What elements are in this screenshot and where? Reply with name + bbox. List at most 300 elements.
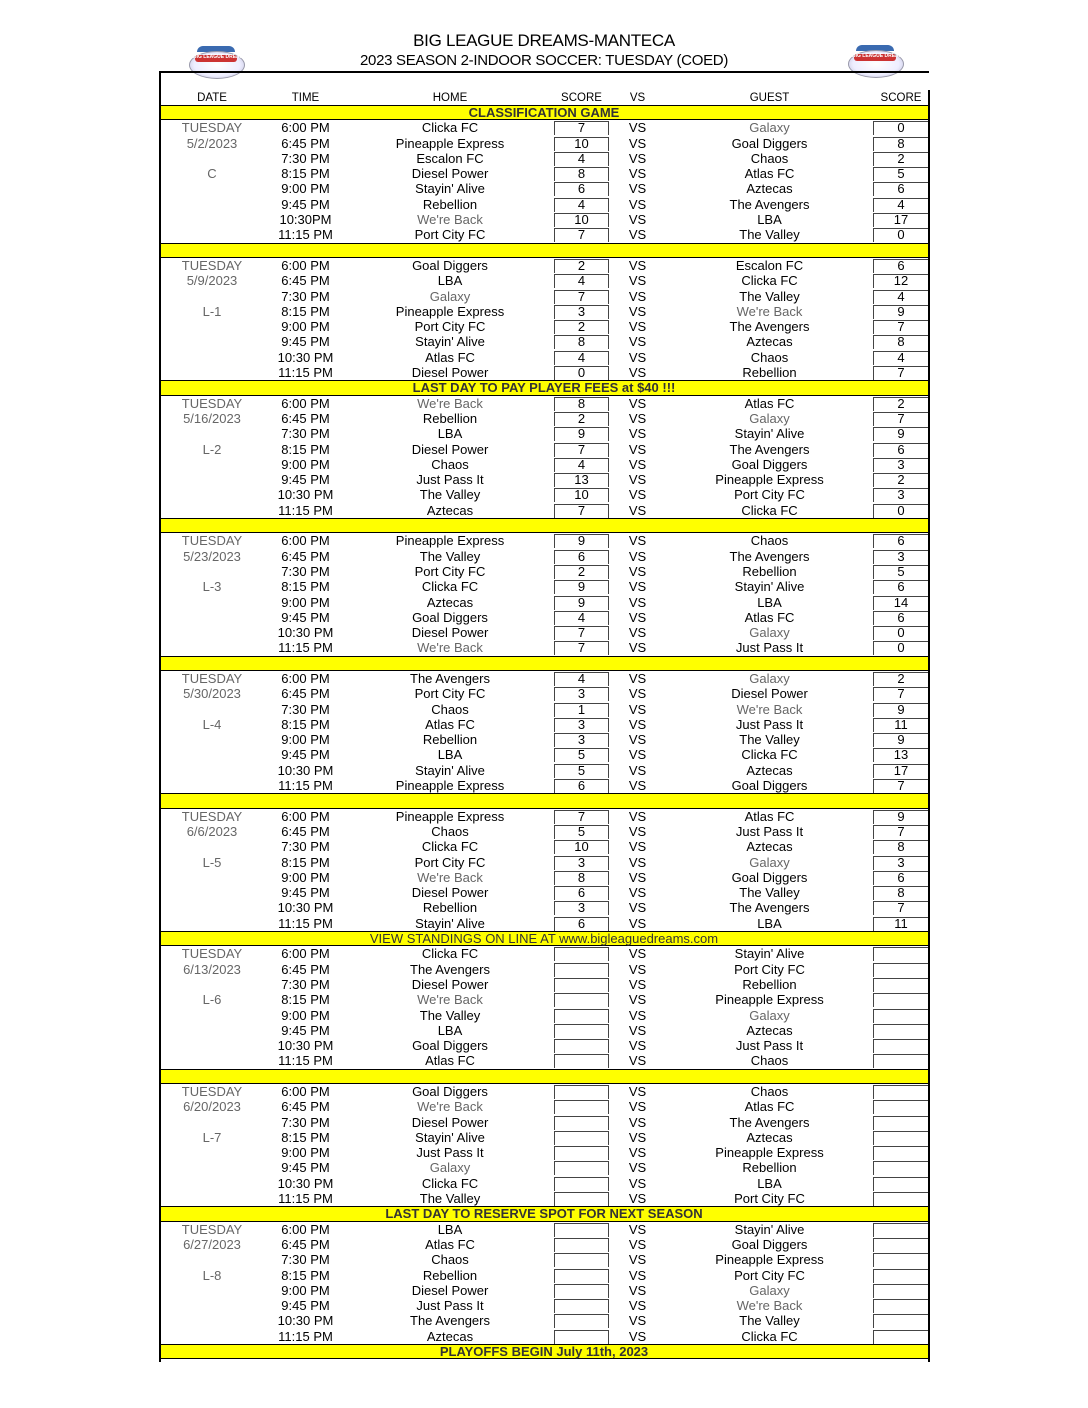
vs-label: VS — [628, 487, 647, 503]
vs-label: VS — [628, 563, 647, 579]
vs-label: VS — [628, 609, 647, 625]
table-row — [159, 289, 929, 304]
guest-team: The Avengers — [729, 196, 810, 212]
game-time: 6:00 PM — [281, 1084, 330, 1099]
guest-score: 12 — [893, 273, 909, 289]
home-score: 4 — [577, 196, 586, 212]
score-box — [873, 978, 929, 992]
score-box — [873, 1161, 929, 1175]
home-score: 7 — [577, 625, 586, 641]
date-value: 6/27/2023 — [183, 1236, 241, 1252]
guest-score: 6 — [897, 579, 905, 595]
vs-label: VS — [628, 365, 647, 381]
table-row — [159, 1298, 929, 1313]
table-row — [159, 1191, 929, 1206]
date-day: TUESDAY — [181, 808, 243, 824]
guest-score: 3 — [897, 854, 905, 870]
game-time: 7:30 PM — [281, 426, 330, 442]
vs-label: VS — [628, 1328, 647, 1344]
col-time: TIME — [291, 92, 320, 104]
guest-team: The Valley — [739, 885, 800, 901]
game-time: 9:00 PM — [281, 594, 330, 610]
game-time: 11:15 PM — [278, 502, 333, 518]
guest-score: 9 — [897, 808, 905, 824]
guest-team: Stayin' Alive — [734, 579, 805, 595]
home-team: Rebellion — [422, 410, 478, 426]
vs-label: VS — [628, 1236, 647, 1252]
home-team: LBA — [437, 1221, 463, 1237]
score-box — [873, 993, 929, 1007]
home-score: 5 — [577, 823, 586, 839]
guest-team: Aztecas — [746, 1129, 793, 1145]
guest-score: 17 — [893, 212, 909, 228]
home-score: 8 — [577, 869, 586, 885]
vs-label: VS — [628, 1129, 647, 1145]
vs-label: VS — [628, 319, 647, 335]
table-row — [159, 487, 929, 502]
vs-label: VS — [628, 1160, 647, 1176]
score-box — [873, 1131, 929, 1145]
home-team: Port City FC — [414, 319, 486, 335]
score-box — [554, 993, 609, 1007]
guest-score: 8 — [897, 885, 905, 901]
home-team: We're Back — [417, 992, 483, 1008]
week-code: L-7 — [202, 1129, 222, 1145]
home-team: LBA — [437, 273, 463, 289]
date-day: TUESDAY — [181, 670, 243, 686]
table-row — [159, 962, 929, 977]
home-score: 7 — [577, 227, 586, 243]
home-score: 10 — [574, 135, 589, 151]
table-row — [159, 839, 929, 854]
game-time: 11:15 PM — [278, 365, 333, 381]
score-box — [873, 947, 929, 961]
date-value: 5/23/2023 — [183, 548, 241, 564]
week-code: L-4 — [202, 716, 222, 732]
guest-team: Chaos — [750, 1084, 789, 1099]
vs-label: VS — [628, 686, 647, 702]
score-box — [554, 1009, 609, 1023]
col-vs: VS — [629, 92, 646, 104]
home-score: 8 — [577, 166, 586, 182]
vs-label: VS — [628, 1084, 647, 1099]
home-team: Chaos — [431, 823, 469, 839]
home-score: 10 — [574, 839, 589, 855]
guest-score: 8 — [897, 135, 905, 151]
guest-team: We're Back — [736, 303, 803, 319]
vs-label: VS — [628, 441, 647, 457]
guest-team: Aztecas — [746, 1022, 793, 1038]
guest-team: We're Back — [736, 701, 803, 717]
score-box — [554, 1314, 609, 1328]
league-logo-left — [189, 46, 248, 78]
guest-team: Goal Diggers — [731, 135, 808, 151]
section-banner: CLASSIFICATION GAME — [159, 105, 929, 120]
vs-label: VS — [628, 548, 647, 564]
guest-team: Aztecas — [746, 762, 793, 778]
guest-score: 2 — [897, 472, 905, 488]
home-team: Stayin' Alive — [415, 915, 485, 931]
table-row — [159, 258, 929, 273]
table-row — [159, 595, 929, 610]
score-box — [554, 1269, 609, 1283]
date-day: TUESDAY — [181, 533, 243, 549]
date-day: TUESDAY — [181, 120, 243, 136]
table-row — [159, 1145, 929, 1160]
game-time: 9:00 PM — [281, 732, 330, 748]
page-subtitle: 2023 SEASON 2-INDOOR SOCCER: TUESDAY (COED) — [359, 52, 729, 69]
guest-team: Atlas FC — [744, 609, 795, 625]
home-team: Stayin' Alive — [415, 334, 485, 350]
col-home: HOME — [432, 92, 468, 104]
vs-label: VS — [628, 946, 647, 962]
vs-label: VS — [628, 625, 647, 641]
page-title: BIG LEAGUE DREAMS-MANTECA — [413, 31, 675, 50]
guest-score: 11 — [894, 915, 908, 931]
guest-team: We're Back — [736, 1298, 803, 1314]
score-box — [554, 1024, 609, 1038]
home-team: Goal Diggers — [412, 609, 488, 625]
table-row — [159, 319, 929, 334]
date-value: 5/30/2023 — [183, 686, 241, 702]
table-row — [159, 197, 929, 212]
guest-score: 4 — [897, 196, 905, 212]
vs-label: VS — [628, 961, 647, 977]
table-row — [159, 442, 929, 457]
game-time: 9:00 PM — [281, 456, 330, 472]
score-box — [873, 1299, 929, 1313]
guest-score: 3 — [897, 456, 905, 472]
score-box — [873, 1085, 929, 1099]
game-time: 9:45 PM — [281, 196, 330, 212]
vs-label: VS — [628, 349, 647, 365]
date-day: TUESDAY — [181, 1084, 243, 1099]
home-team: Galaxy — [429, 1160, 471, 1176]
guest-team: Atlas FC — [744, 1099, 795, 1115]
game-time: 8:15 PM — [281, 441, 330, 457]
home-team: Chaos — [431, 701, 469, 717]
week-code: L-5 — [202, 854, 222, 870]
vs-label: VS — [628, 1298, 647, 1314]
table-row — [159, 181, 929, 196]
table-row — [159, 625, 929, 640]
home-team: Clicka FC — [421, 1175, 479, 1191]
game-time: 10:30 PM — [277, 1038, 334, 1054]
game-time: 9:00 PM — [281, 319, 330, 335]
date-value: 5/16/2023 — [183, 410, 241, 426]
guest-team: Galaxy — [749, 1007, 790, 1023]
vs-label: VS — [628, 1053, 647, 1069]
guest-team: The Valley — [739, 732, 800, 748]
score-box — [873, 1116, 929, 1130]
table-row — [159, 717, 929, 732]
game-time: 11:15 PM — [278, 1191, 333, 1207]
guest-team: Goal Diggers — [731, 1236, 808, 1252]
date-day: TUESDAY — [181, 257, 243, 273]
date-value: 6/20/2023 — [183, 1099, 241, 1115]
table-row — [159, 824, 929, 839]
game-time: 7:30 PM — [281, 150, 330, 166]
guest-score: 2 — [897, 670, 905, 686]
score-box — [873, 1100, 929, 1114]
game-time: 7:30 PM — [281, 1252, 330, 1268]
vs-label: VS — [628, 1313, 647, 1329]
score-box — [873, 1054, 929, 1068]
guest-team: Chaos — [750, 150, 789, 166]
guest-score: 6 — [897, 181, 905, 197]
week-code: L-8 — [202, 1267, 222, 1283]
game-time: 9:45 PM — [281, 1022, 330, 1038]
home-score: 4 — [577, 150, 586, 166]
guest-score: 3 — [897, 487, 905, 503]
game-time: 6:00 PM — [281, 670, 330, 686]
home-team: Pineapple Express — [395, 303, 505, 319]
guest-score: 7 — [897, 410, 905, 426]
guest-team: Chaos — [750, 533, 789, 549]
home-team: We're Back — [417, 395, 483, 411]
home-team: Stayin' Alive — [415, 762, 485, 778]
week-code: L-1 — [202, 303, 222, 319]
vs-label: VS — [628, 288, 647, 304]
guest-team: Pineapple Express — [715, 472, 824, 488]
table-row — [159, 763, 929, 778]
home-team: The Avengers — [410, 670, 490, 686]
home-score: 4 — [577, 349, 586, 365]
home-team: Stayin' Alive — [415, 181, 485, 197]
week-code: C — [207, 166, 217, 182]
score-box — [554, 1192, 609, 1206]
home-team: Aztecas — [426, 1328, 474, 1344]
home-team: LBA — [437, 426, 463, 442]
home-score: 6 — [577, 778, 586, 794]
table-row — [159, 1038, 929, 1053]
vs-label: VS — [628, 915, 647, 931]
game-time: 6:45 PM — [281, 686, 330, 702]
score-box — [554, 1131, 609, 1145]
game-time: 6:00 PM — [281, 395, 330, 411]
date-value: 5/9/2023 — [186, 273, 238, 289]
home-score: 3 — [577, 716, 586, 732]
home-team: Aztecas — [426, 502, 474, 518]
score-box — [554, 1161, 609, 1175]
table-row — [159, 855, 929, 870]
score-box — [554, 1299, 609, 1313]
section-banner — [159, 1069, 929, 1084]
vs-label: VS — [628, 747, 647, 763]
game-time: 9:45 PM — [281, 1298, 330, 1314]
guest-team: Galaxy — [749, 120, 790, 136]
score-box — [554, 1330, 609, 1344]
game-time: 6:00 PM — [281, 808, 330, 824]
table-row — [159, 809, 929, 824]
home-score: 7 — [577, 640, 586, 656]
home-team: Atlas FC — [425, 1053, 475, 1069]
game-time: 10:30 PM — [277, 349, 334, 365]
guest-team: Port City FC — [734, 1191, 805, 1207]
vs-label: VS — [628, 1145, 647, 1161]
date-day: TUESDAY — [181, 395, 243, 411]
game-time: 6:45 PM — [281, 135, 330, 151]
section-banner — [159, 518, 929, 533]
vs-label: VS — [628, 120, 647, 136]
column-header-row — [159, 90, 929, 105]
score-box — [873, 1039, 929, 1053]
score-box — [554, 1253, 609, 1267]
game-time: 7:30 PM — [281, 976, 330, 992]
vs-label: VS — [628, 701, 647, 717]
table-row — [159, 1115, 929, 1130]
guest-team: Rebellion — [742, 563, 797, 579]
table-row — [159, 686, 929, 701]
home-team: LBA — [437, 1022, 463, 1038]
score-box — [873, 1192, 929, 1206]
game-time: 6:45 PM — [281, 961, 330, 977]
home-score: 4 — [577, 456, 586, 472]
game-time: 6:45 PM — [281, 548, 330, 564]
footer-banner: PLAYOFFS BEGIN July 11th, 2023 — [159, 1344, 929, 1359]
home-score: 2 — [577, 563, 586, 579]
table-row — [159, 1329, 929, 1344]
table-row — [159, 304, 929, 319]
table-row — [159, 365, 929, 380]
week-code: L-3 — [202, 579, 222, 595]
home-team: Port City FC — [414, 686, 486, 702]
guest-score: 9 — [897, 303, 905, 319]
guest-team: The Valley — [739, 227, 800, 243]
table-row — [159, 870, 929, 885]
guest-score: 7 — [897, 900, 905, 916]
vs-label: VS — [628, 227, 647, 243]
home-score: 8 — [577, 395, 586, 411]
guest-team: The Avengers — [729, 441, 810, 457]
game-time: 6:00 PM — [281, 257, 330, 273]
score-box — [554, 1116, 609, 1130]
guest-team: LBA — [757, 915, 782, 931]
table-row — [159, 1237, 929, 1252]
table-row — [159, 1008, 929, 1023]
home-team: Galaxy — [429, 288, 471, 304]
home-score: 2 — [577, 257, 586, 273]
home-team: Diesel Power — [411, 365, 489, 381]
home-score: 3 — [577, 900, 586, 916]
home-team: Chaos — [431, 456, 469, 472]
schedule-table — [159, 90, 929, 1359]
vs-label: VS — [628, 426, 647, 442]
guest-team: Escalon FC — [735, 257, 804, 273]
guest-score: 2 — [897, 395, 905, 411]
home-score: 9 — [577, 533, 586, 549]
vs-label: VS — [628, 1175, 647, 1191]
game-time: 11:15 PM — [278, 915, 333, 931]
game-time: 8:15 PM — [281, 854, 330, 870]
guest-team: Just Pass It — [735, 640, 804, 656]
game-time: 9:45 PM — [281, 747, 330, 763]
home-team: Pineapple Express — [395, 135, 505, 151]
table-row — [159, 533, 929, 548]
game-time: 6:45 PM — [281, 1236, 330, 1252]
guest-score: 0 — [897, 502, 905, 518]
table-row — [159, 610, 929, 625]
vs-label: VS — [628, 502, 647, 518]
date-value: 6/13/2023 — [183, 961, 241, 977]
guest-score: 14 — [893, 594, 909, 610]
guest-team: Galaxy — [749, 670, 790, 686]
score-box — [554, 1100, 609, 1114]
home-score: 5 — [577, 762, 586, 778]
vs-label: VS — [628, 823, 647, 839]
home-team: We're Back — [417, 869, 483, 885]
guest-team: The Avengers — [729, 1114, 810, 1130]
home-team: The Valley — [419, 1007, 481, 1023]
home-score: 7 — [577, 441, 586, 457]
vs-label: VS — [628, 303, 647, 319]
guest-team: Goal Diggers — [731, 778, 808, 794]
logo-text: BIG LEAGUE DREAMS — [193, 54, 248, 60]
table-row — [159, 1222, 929, 1237]
col-guest-score: SCORE — [880, 92, 922, 104]
game-time: 9:00 PM — [281, 1007, 330, 1023]
guest-team: Chaos — [750, 1053, 789, 1069]
home-team: Clicka FC — [421, 946, 479, 962]
guest-score: 11 — [894, 716, 908, 732]
home-team: Atlas FC — [425, 1236, 475, 1252]
home-team: Stayin' Alive — [415, 1129, 485, 1145]
vs-label: VS — [628, 1282, 647, 1298]
game-time: 9:45 PM — [281, 472, 330, 488]
home-team: Clicka FC — [421, 120, 479, 136]
vs-label: VS — [628, 885, 647, 901]
game-time: 7:30 PM — [281, 839, 330, 855]
table-row — [159, 457, 929, 472]
vs-label: VS — [628, 1267, 647, 1283]
table-row — [159, 640, 929, 655]
guest-team: Port City FC — [734, 961, 805, 977]
score-box — [873, 1009, 929, 1023]
table-row — [159, 273, 929, 288]
table-row — [159, 747, 929, 762]
home-score: 3 — [577, 686, 586, 702]
vs-label: VS — [628, 181, 647, 197]
guest-score: 0 — [897, 120, 905, 136]
home-score: 7 — [577, 288, 586, 304]
guest-team: Galaxy — [749, 625, 790, 641]
guest-score: 7 — [897, 319, 905, 335]
home-team: The Avengers — [410, 961, 490, 977]
table-row — [159, 549, 929, 564]
vs-label: VS — [628, 273, 647, 289]
table-row — [159, 977, 929, 992]
right-border — [928, 90, 930, 1362]
home-score: 7 — [577, 120, 586, 136]
table-row — [159, 1313, 929, 1328]
vs-label: VS — [628, 1114, 647, 1130]
vs-label: VS — [628, 762, 647, 778]
table-row — [159, 396, 929, 411]
guest-team: Just Pass It — [735, 823, 804, 839]
guest-team: LBA — [757, 1175, 782, 1191]
home-team: Diesel Power — [411, 1114, 489, 1130]
vs-label: VS — [628, 1007, 647, 1023]
guest-team: The Avengers — [729, 548, 810, 564]
home-team: Just Pass It — [416, 1298, 484, 1314]
vs-label: VS — [628, 334, 647, 350]
home-team: The Valley — [419, 1191, 481, 1207]
guest-team: The Avengers — [729, 900, 810, 916]
home-score: 0 — [577, 365, 586, 381]
guest-score: 2 — [897, 150, 905, 166]
home-team: Aztecas — [426, 594, 474, 610]
vs-label: VS — [628, 854, 647, 870]
